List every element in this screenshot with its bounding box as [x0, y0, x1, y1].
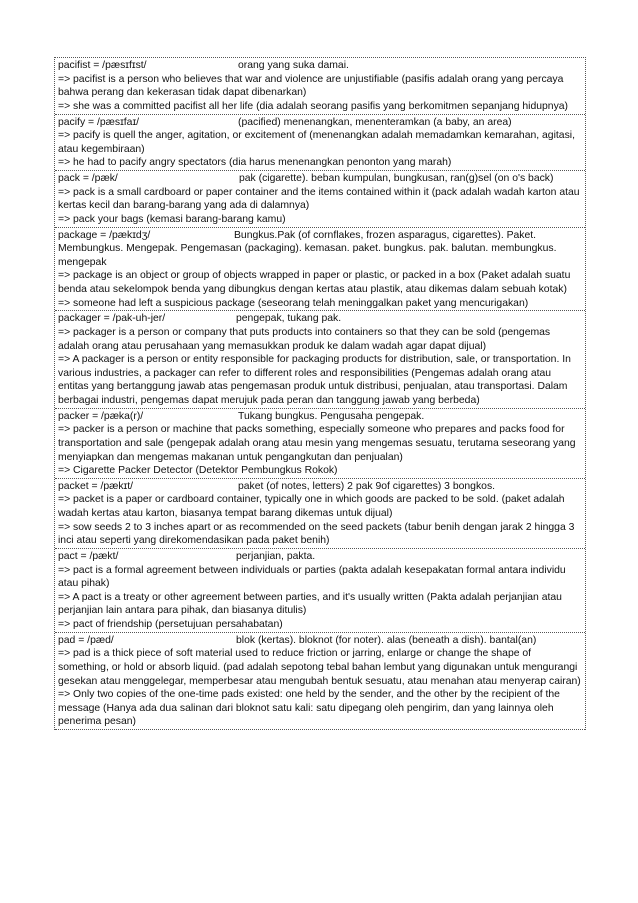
entry-word: pack = /pæk/	[58, 173, 118, 184]
entry-example: => Only two copies of the one-time pads existed: one held by the sender, and the other by the recipient of the message (Hanya ada dua salinan dari bloknot satu kali: satu dipegang oleh pengirim, dan yang lainnya oleh penerima pesan)	[58, 689, 560, 728]
entry-word: packager = /pak-uh-jer/	[58, 313, 166, 325]
entry-example: => he had to pacify angry spectators (dia harus menenangkan penonton yang marah)	[58, 157, 452, 169]
entry-example: => pacifist is a person who believes that war and violence are unjustifiable (pasifis adalah orang yang percaya bahwa perang dan kekerasan tidak dapat dibenarkan)	[58, 73, 564, 99]
entry-word: pad = /pæd/	[58, 634, 114, 646]
entry-head	[58, 172, 582, 186]
entry-packet	[55, 479, 585, 549]
entry-example: => A packager is a person or entity responsible for packaging products for distribution, sale, or transportation. In various industries, a packager can refer to different roles and responsibilities (Pengemas adalah orang atau entitas yang bertanggung jawab atas pengemasan produk untuk distribusi, penjualan, atau transportasi. Dalam berbagai industri, pengemas dapat merujuk pada peran dan tanggung jawab yang berbeda)	[58, 354, 571, 406]
entry-pacify	[55, 115, 585, 172]
entry-example: => someone had left a suspicious package (seseorang telah meninggalkan paket yang mencurigakan)	[58, 297, 529, 309]
entry-word: packet = /pækɪt/	[58, 480, 134, 492]
entry-example: => pack your bags (kemasi barang-barang kamu)	[58, 213, 286, 225]
entry-example: => sow seeds 2 to 3 inches apart or as recommended on the seed packets (tabur benih dengan jarak 2 hingga 3 inci atau seperti yang direkomendasikan pada paket benih)	[58, 521, 575, 547]
entry-head	[58, 229, 582, 270]
entry-packer	[55, 409, 585, 479]
entry-head	[58, 59, 582, 73]
entry-pack	[55, 171, 585, 228]
entry-head	[58, 480, 582, 494]
entry-example: => pact of friendship (persetujuan persahabatan)	[58, 619, 283, 630]
entry-packager	[55, 311, 585, 408]
entry-example: => pact is a formal agreement between individuals or parties (pakta adalah kesepakatan formal antara individu atau pihak)	[58, 564, 566, 590]
entry-meaning: pengepak, tukang pak.	[236, 313, 342, 325]
entry-word: pacify = /pæsɪfaɪ/	[58, 116, 140, 128]
entry-word: package = /pækɪdʒ/	[58, 229, 151, 241]
entry-example: => packet is a paper or cardboard container, typically one in which goods are packed to be sold. (paket adalah wadah kertas atau karton, biasanya tempat barang dikemas untuk dijual)	[58, 494, 565, 519]
entry-example: => pack is a small cardboard or paper container and the items contained within it (pack adalah wadah karton atau kertas kecil dan barang-barang yang ada di dalamnya)	[58, 186, 580, 212]
entry-word: pacifist = /pæsɪfɪst/	[58, 60, 147, 71]
entry-example: => pacify is quell the anger, agitation, or excitement of (menenangkan adalah memadamkan kemarahan, agitasi, atau kegembiraan)	[58, 130, 575, 155]
entry-meaning: paket (of notes, letters) 2 pak 9of cigarettes) 3 bongkos.	[238, 480, 496, 492]
entry-head	[58, 634, 582, 648]
entry-pacifist	[55, 58, 585, 115]
entry-example: => packager is a person or company that puts products into containers so that they can be sold (pengemas adalah orang atau perusahaan yang memasukkan produk ke dalam wadah agar dapat dijual)	[58, 326, 551, 352]
entry-meaning: orang yang suka damai.	[238, 60, 349, 71]
entry-meaning: perjanjian, pakta.	[236, 550, 316, 562]
entry-word: packer = /pæka(r)/	[58, 410, 144, 422]
entry-example: => package is an object or group of objects wrapped in paper or plastic, or packed in a box (Paket adalah suatu benda atau sekelompok benda yang dibungkus dengan kertas atau plastik, atau dikemas dalam sebuah kotak)	[58, 270, 571, 295]
entry-pact	[55, 549, 585, 633]
entry-meaning: Bungkus.Pak (of cornflakes, frozen asparagus, cigarettes). Paket. Membungkus. Mengepak. Pengemasan (packaging). kemasan. paket. bungkus. pak. balutan. membungkus. mengepak	[58, 229, 557, 268]
vocabulary-table	[54, 57, 586, 730]
entry-meaning: (pacified) menenangkan, menenteramkan (a baby, an area)	[238, 116, 512, 128]
entry-head	[58, 312, 582, 326]
entry-example: => Cigarette Packer Detector (Detektor Pembungkus Rokok)	[58, 465, 338, 477]
entry-meaning: blok (kertas). bloknot (for noter). alas (beneath a dish). bantal(an)	[236, 634, 537, 646]
entry-example: => packer is a person or machine that packs something, especially someone who prepares and packs food for transportation and sale (pengepak adalah orang atau mesin yang mengemas sesuatu, terutama seseorang yang menyiapkan dan mengemas makanan untuk pengangkutan dan penjualan)	[58, 424, 576, 463]
entry-word: pact = /pækt/	[58, 550, 119, 562]
entry-example: => A pact is a treaty or other agreement between parties, and it's usually written (Pakta adalah perjanjian atau perjanjian lain antara para pihak, dan biasanya ditulis)	[58, 591, 562, 617]
entry-head	[58, 410, 582, 424]
entry-example: => she was a committed pacifist all her life (dia adalah seorang pasifis yang berkomitmen sepanjang hidupnya)	[58, 100, 569, 112]
entry-pad	[55, 633, 585, 730]
entry-package	[55, 228, 585, 312]
entry-meaning: Tukang bungkus. Pengusaha pengepak.	[238, 410, 425, 422]
entry-head	[58, 116, 582, 130]
entry-meaning: pak (cigarette). beban kumpulan, bungkusan, ran(g)sel (on o's back)	[239, 173, 554, 184]
entry-example: => pad is a thick piece of soft material used to reduce friction or jarring, enlarge or change the shape of something, or hold or absorb liquid. (pad adalah sepotong tebal bahan lembut yang digunakan untuk mengurangi gesekan atau menggelegar, memperbesar atau mengubah bentuk sesuatu, atau menahan atau menyerap cairan)	[58, 648, 581, 687]
entry-head	[58, 550, 582, 564]
